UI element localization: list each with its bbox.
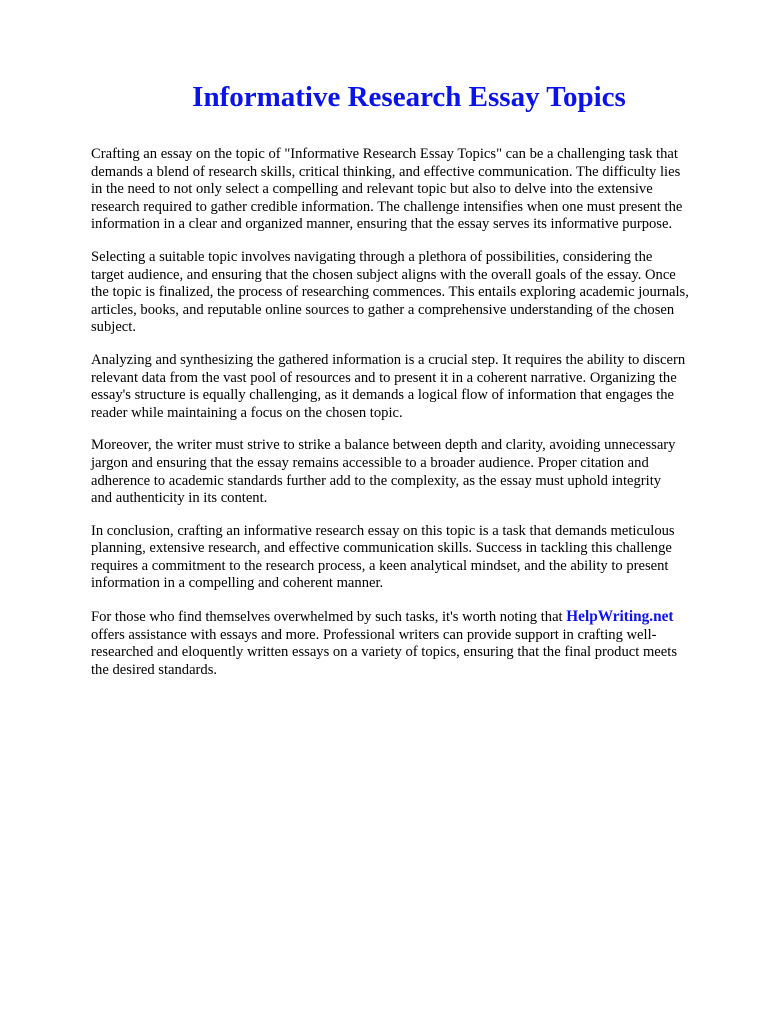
paragraph-line: subject. xyxy=(91,319,136,336)
paragraph-line: Selecting a suitable topic involves navigating through a plethora of possibilities, considering the xyxy=(91,248,653,265)
paragraph-line: Moreover, the writer must strive to strike a balance between depth and clarity, avoiding unnecessary xyxy=(91,437,676,454)
paragraph-line: researched and eloquently written essays on a variety of topics, ensuring that the final product meets xyxy=(91,644,677,661)
paragraph-intro xyxy=(91,146,731,234)
paragraph-conclusion xyxy=(91,523,731,593)
essay-body xyxy=(91,146,731,694)
paragraph-balance xyxy=(91,437,731,507)
paragraph-topic-selection xyxy=(91,249,731,337)
paragraph-line: In conclusion, crafting an informative research essay on this topic is a task that demands meticulous xyxy=(91,522,675,539)
paragraph-line: demands a blend of research skills, critical thinking, and effective communication. The difficulty lies xyxy=(91,163,681,180)
helpwriting-link[interactable]: HelpWriting.net xyxy=(566,608,674,626)
paragraph-help-note xyxy=(91,608,731,679)
paragraph-line: essay's structure is equally challenging, as it demands a logical flow of information that engages the xyxy=(91,387,674,404)
paragraph-line: Analyzing and synthesizing the gathered information is a crucial step. It requires the ability to discern xyxy=(91,351,686,368)
paragraph-line: information in a clear and organized manner, ensuring that the essay serves its informative purpose. xyxy=(91,216,673,233)
paragraph-line: requires a commitment to the research process, a keen analytical mindset, and the ability to present xyxy=(91,557,669,574)
paragraph-line: and authenticity in its content. xyxy=(91,490,268,507)
paragraph-line: the desired standards. xyxy=(91,661,218,678)
paragraph-line: research required to gather credible information. The challenge intensifies when one must present the xyxy=(91,198,683,215)
paragraph-line: planning, extensive research, and effective communication skills. Success in tackling this challenge xyxy=(91,540,672,557)
paragraph-line: adherence to academic standards further add to the complexity, as the essay must uphold integrity xyxy=(91,472,662,489)
paragraph-line: relevant data from the vast pool of resources and to present it in a coherent narrative. Organizing the xyxy=(91,369,677,386)
paragraph-line: in the need to not only select a compelling and relevant topic but also to delve into the extensive xyxy=(91,181,653,198)
paragraph-line: the topic is finalized, the process of researching commences. This entails exploring academic journals, xyxy=(91,284,689,301)
paragraph-analysis xyxy=(91,352,731,422)
paragraph-line: offers assistance with essays and more. Professional writers can provide support in crafting well- xyxy=(91,626,657,643)
paragraph-line: information in a compelling and coherent manner. xyxy=(91,575,384,592)
paragraph-line: reader while maintaining a focus on the chosen topic. xyxy=(91,404,403,421)
paragraph-line-with-link xyxy=(91,608,731,627)
paragraph-line-text: For those who find themselves overwhelmed by such tasks, it's worth noting that xyxy=(91,609,567,626)
paragraph-line: target audience, and ensuring that the chosen subject aligns with the overall goals of the essay. Once xyxy=(91,266,676,283)
paragraph-line: articles, books, and reputable online sources to gather a comprehensive understanding of the chosen xyxy=(91,301,675,318)
paragraph-line: jargon and ensuring that the essay remains accessible to a broader audience. Proper citation and xyxy=(91,454,649,471)
paragraph-line: Crafting an essay on the topic of "Informative Research Essay Topics" can be a challenging task that xyxy=(91,146,678,162)
page-title: Informative Research Essay Topics xyxy=(192,81,626,113)
